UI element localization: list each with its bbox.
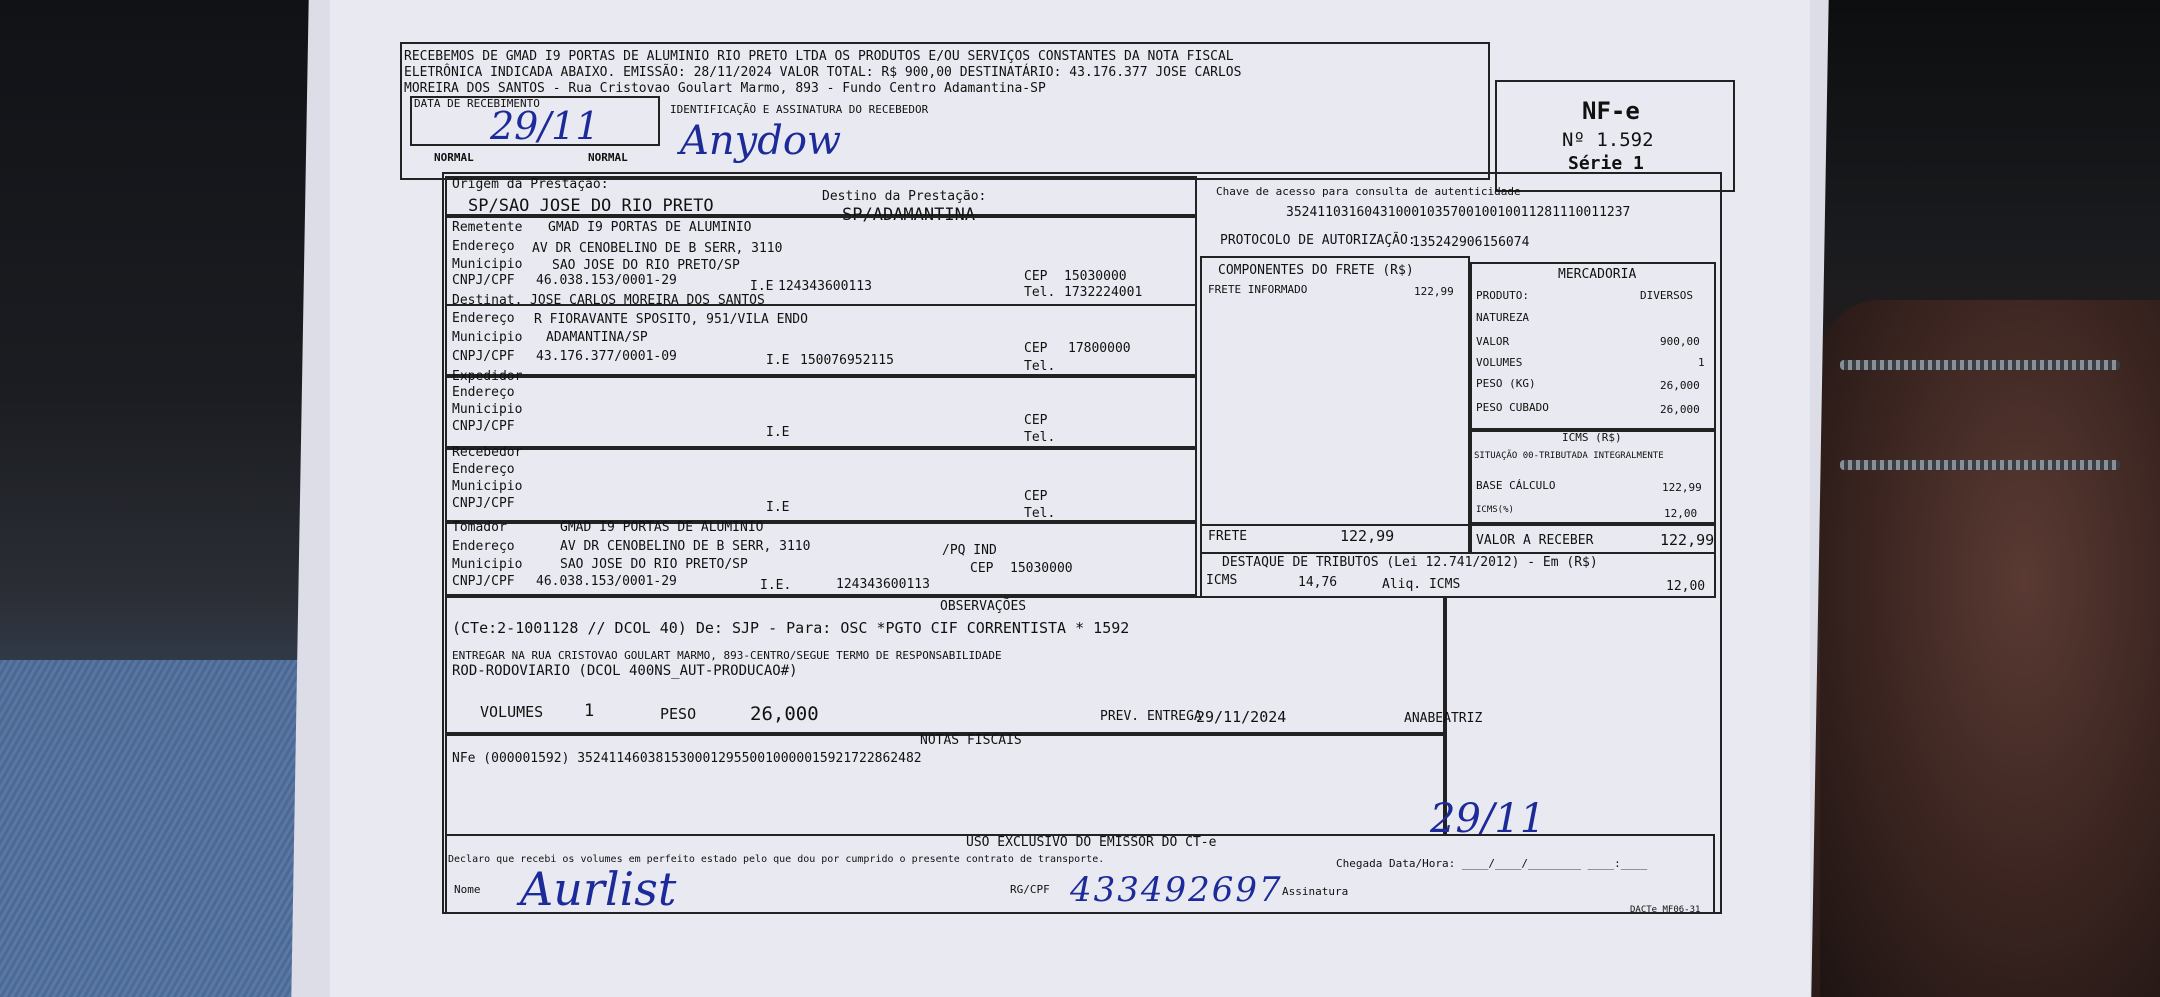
- normal-tag: NORMAL: [434, 151, 474, 164]
- tomador-address: AV DR CENOBELINO DE B SERR, 3110: [560, 539, 811, 554]
- destination-value: SP/ADAMANTINA: [842, 205, 976, 225]
- recebedor-ie-label: I.E: [766, 500, 790, 515]
- receipt-text-3: MOREIRA DOS SANTOS - Rua Cristovao Goulart Marmo, 893 - Fundo Centro Adamantina-SP: [404, 81, 1046, 96]
- destinatario-ie: 150076952115: [800, 353, 894, 368]
- bag-zipper: [1840, 460, 2120, 470]
- remetente-cnpj: 46.038.153/0001-29: [536, 273, 677, 288]
- background-jeans: [0, 660, 330, 997]
- recebedor-label: Recebedor: [452, 445, 523, 460]
- icms-pct-label: ICMS(%): [1476, 505, 1514, 515]
- volumes-value: 1: [1698, 356, 1705, 369]
- remetente-ie-label: I.E: [750, 279, 774, 294]
- remetente-name: GMAD I9 PORTAS DE ALUMINIO: [548, 220, 752, 235]
- destinatario-address: R FIORAVANTE SPOSITO, 951/VILA ENDO: [534, 312, 808, 327]
- remetente-cnpj-label: CNPJ/CPF: [452, 273, 515, 288]
- destination-label: Destino da Prestação:: [822, 189, 987, 204]
- destinatario-cnpj: 43.176.377/0001-09: [536, 349, 677, 364]
- prev-entrega-value: 29/11/2024: [1196, 708, 1287, 726]
- prev-entrega-label: PREV. ENTREGA: [1100, 709, 1202, 724]
- observacoes-line3: ROD-RODOVIARIO (DCOL 400NS_AUT-PRODUCAO#): [452, 663, 798, 679]
- recebedor-cnpj-label: CNPJ/CPF: [452, 496, 515, 511]
- notas-title: NOTAS FISCAIS: [920, 733, 1022, 748]
- expedidor-ie-label: I.E: [766, 425, 790, 440]
- observacoes-line1: (CTe:2-1001128 // DCOL 40) De: SJP - Para: OSC *PGTO CIF CORRENTISTA * 1592: [452, 619, 1130, 637]
- expedidor-cnpj-label: CNPJ/CPF: [452, 419, 515, 434]
- destinatario-label: Destinat.: [452, 293, 523, 308]
- valor-receber-label: VALOR A RECEBER: [1476, 533, 1594, 548]
- assinatura-label: Assinatura: [1282, 885, 1349, 898]
- handwritten-arrival-date: 29/11: [1430, 796, 1546, 842]
- destinatario-cep-label: CEP: [1024, 341, 1048, 356]
- nfe-number: Nº 1.592: [1562, 129, 1654, 151]
- icms-title: ICMS (R$): [1562, 431, 1622, 444]
- icms-pct-value: 12,00: [1664, 507, 1698, 520]
- tomador-municipio: SAO JOSE DO RIO PRETO/SP: [560, 557, 748, 572]
- tomador-cnpj-label: CNPJ/CPF: [452, 574, 515, 589]
- remetente-municipio: SAO JOSE DO RIO PRETO/SP: [552, 258, 740, 273]
- destinatario-cep: 17800000: [1068, 341, 1131, 356]
- tomador-label: Tomador: [452, 520, 507, 535]
- mercadoria-title: MERCADORIA: [1558, 267, 1637, 282]
- recebedor-municipio-label: Municipio: [452, 479, 523, 494]
- destinatario-municipio: ADAMANTINA/SP: [546, 330, 648, 345]
- peso-cubado-value: 26,000: [1660, 403, 1700, 416]
- tributos-aliq-value: 12,00: [1666, 579, 1706, 594]
- valor-label: VALOR: [1476, 335, 1510, 348]
- issuer-user: ANABEATRIZ: [1404, 711, 1483, 726]
- produto-label: PRODUTO:: [1476, 289, 1529, 302]
- origin-label: Origem da Prestação:: [452, 177, 609, 192]
- cte-document: [330, 0, 1810, 997]
- remetente-tel-label: Tel.: [1024, 285, 1056, 300]
- icms-situacao: SITUAÇÃO 00-TRIBUTADA INTEGRALMENTE: [1474, 451, 1664, 461]
- receipt-text-1: RECEBEMOS DE GMAD I9 PORTAS DE ALUMINIO RIO PRETO LTDA OS PRODUTOS E/OU SERVIÇOS CONSTANTES DA NOTA FISCAL: [404, 49, 1234, 64]
- base-calculo-value: 122,99: [1662, 481, 1702, 494]
- expedidor-address-label: Endereço: [452, 385, 515, 400]
- tributos-aliq-label: Aliq. ICMS: [1382, 577, 1461, 592]
- tomador-address-label: Endereço: [452, 539, 515, 554]
- access-key-label: Chave de acesso para consulta de autenticidade: [1216, 185, 1521, 198]
- obs-peso-value: 26,000: [750, 703, 819, 725]
- tributos-icms-label: ICMS: [1206, 573, 1238, 588]
- tomador-ie: 124343600113: [836, 577, 930, 592]
- recebedor-address-label: Endereço: [452, 462, 515, 477]
- remetente-address-label: Endereço: [452, 239, 515, 254]
- nfe-serie: Série 1: [1568, 153, 1644, 174]
- frete-total-label: FRETE: [1208, 529, 1248, 544]
- expedidor-tel-label: Tel.: [1024, 430, 1056, 445]
- remetente-cep: 15030000: [1064, 269, 1127, 284]
- nome-signature: Aurlist: [520, 862, 677, 916]
- leather-bag: [1820, 300, 2160, 997]
- obs-volumes-label: VOLUMES: [480, 703, 544, 721]
- tomador-name: GMAD I9 PORTAS DE ALUMINIO: [560, 520, 764, 535]
- handwritten-date: 29/11: [490, 104, 600, 148]
- nfe-title: NF-e: [1582, 97, 1640, 125]
- nome-label: Nome: [454, 883, 481, 896]
- obs-peso-label: PESO: [660, 705, 697, 723]
- form-code: DACTe_MF06-31: [1630, 905, 1701, 915]
- observacoes-line2: ENTREGAR NA RUA CRISTOVAO GOULART MARMO, 893-CENTRO/SEGUE TERMO DE RESPONSABILIDADE: [452, 649, 1002, 662]
- peso-label: PESO (KG): [1476, 377, 1536, 390]
- valor-receber-value: 122,99: [1660, 531, 1715, 549]
- componentes-title: COMPONENTES DO FRETE (R$): [1218, 263, 1414, 278]
- receiver-id-label: IDENTIFICAÇÃO E ASSINATURA DO RECEBEDOR: [670, 103, 929, 116]
- receipt-text-2: ELETRÔNICA INDICADA ABAIXO. EMISSÃO: 28/11/2024 VALOR TOTAL: R$ 900,00 DESTINATÁRIO: 43.176.377 JOSE CARLOS: [404, 65, 1242, 80]
- frete-total-value: 122,99: [1340, 527, 1395, 545]
- expedidor-box: [445, 376, 1197, 448]
- rg-label: RG/CPF: [1010, 883, 1050, 896]
- remetente-ie: 124343600113: [778, 279, 872, 294]
- destinatario-address-label: Endereço: [452, 311, 515, 326]
- bag-zipper: [1840, 360, 2120, 370]
- tributos-icms-value: 14,76: [1298, 575, 1338, 590]
- peso-cubado-label: PESO CUBADO: [1476, 401, 1549, 414]
- tomador-cep: 15030000: [1010, 561, 1073, 576]
- declaro-text: Declaro que recebi os volumes em perfeito estado pelo que dou por cumprido o presente contrato de transporte.: [448, 854, 1105, 865]
- destinatario-municipio-label: Municipio: [452, 330, 523, 345]
- remetente-tel: 1732224001: [1064, 285, 1143, 300]
- expedidor-municipio-label: Municipio: [452, 402, 523, 417]
- recebedor-box: [445, 445, 1197, 522]
- valor-value: 900,00: [1660, 335, 1700, 348]
- origin-value: SP/SAO JOSE DO RIO PRETO: [468, 196, 714, 216]
- tomador-municipio-label: Municipio: [452, 557, 523, 572]
- tomador-cnpj: 46.038.153/0001-29: [536, 574, 677, 589]
- chegada-field: Chegada Data/Hora: ____/____/________ ____:____: [1336, 857, 1648, 870]
- produto-value: DIVERSOS: [1640, 289, 1693, 302]
- notas-line: NFe (000001592) 35241146038153000129550010000015921722862482: [452, 751, 922, 766]
- recebedor-cep-label: CEP: [1024, 489, 1048, 504]
- frete-informado-value: 122,99: [1414, 285, 1454, 298]
- remetente-municipio-label: Municipio: [452, 257, 523, 272]
- rg-value: 433492697: [1070, 870, 1283, 910]
- emissor-title: USO EXCLUSIVO DO EMISSOR DO CT-e: [966, 835, 1217, 850]
- remetente-label: Remetente: [452, 220, 523, 235]
- expedidor-cep-label: CEP: [1024, 413, 1048, 428]
- destinatario-ie-label: I.E: [766, 353, 790, 368]
- peso-value: 26,000: [1660, 379, 1700, 392]
- normal-tag: NORMAL: [588, 151, 628, 164]
- tributos-title: DESTAQUE DE TRIBUTOS (Lei 12.741/2012) - Em (R$): [1222, 555, 1598, 570]
- date-receipt-label: DATA DE RECEBIMENTO: [414, 97, 540, 110]
- tomador-pq: /PQ IND: [942, 543, 997, 558]
- volumes-label: VOLUMES: [1476, 356, 1523, 369]
- remetente-address: AV DR CENOBELINO DE B SERR, 3110: [532, 241, 783, 256]
- base-calculo-label: BASE CÁLCULO: [1476, 479, 1556, 492]
- destinatario-name: JOSE CARLOS MOREIRA DOS SANTOS: [530, 293, 765, 308]
- frete-informado-label: FRETE INFORMADO: [1208, 283, 1308, 296]
- recebedor-tel-label: Tel.: [1024, 506, 1056, 521]
- remetente-cep-label: CEP: [1024, 269, 1048, 284]
- expedidor-label: Expedidor: [452, 369, 523, 384]
- tomador-ie-label: I.E.: [760, 578, 792, 593]
- tomador-cep-label: CEP: [970, 561, 994, 576]
- access-key: 35241103160431000103570010010011281110011237: [1286, 205, 1631, 220]
- protocol-value: 135242906156074: [1412, 235, 1530, 250]
- protocol-label: PROTOCOLO DE AUTORIZAÇÃO:: [1220, 233, 1416, 248]
- observacoes-title: OBSERVAÇÕES: [940, 599, 1027, 614]
- destinatario-tel-label: Tel.: [1024, 359, 1056, 374]
- destinatario-cnpj-label: CNPJ/CPF: [452, 349, 515, 364]
- obs-volumes-value: 1: [584, 701, 595, 721]
- natureza-label: NATUREZA: [1476, 311, 1529, 324]
- receiver-signature: Anydow: [680, 118, 842, 164]
